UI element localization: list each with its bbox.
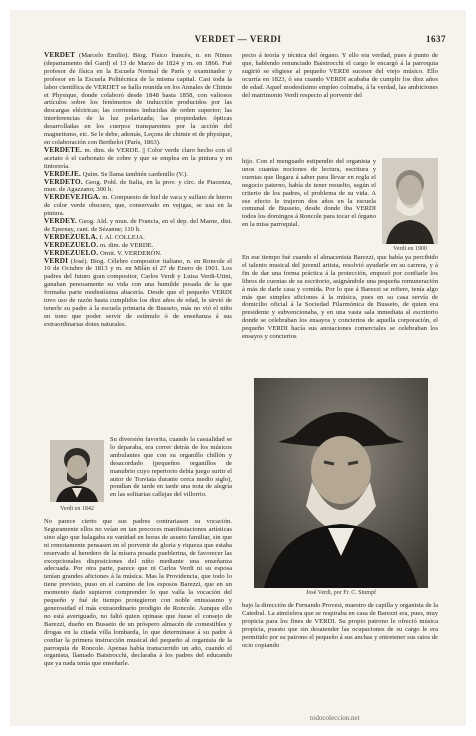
headword: VERDEVEJIGA. [44, 193, 101, 202]
entry-verdevejiga [44, 194, 232, 218]
headword: VERDEY. [44, 217, 77, 226]
headword: VERDETE. [44, 145, 83, 154]
caption-portrait: José Verdi, por Fr. C. Stumpf [306, 590, 376, 596]
entry-body: Geog. Pobl. de Italia, en la prov. y circ. de Piacenza, mun. de Agazzano; 300 h. [44, 178, 232, 194]
headword: VERDET [44, 52, 76, 59]
left-wrap-text: Su diversión favorita, cuando la casualidad se lo deparaba, era correr detrás de los músicos ambulantes que con su organillo chillón y desacordado (pequeños organillos de manubrio cuyo repertorio debía juego surtir el autor de Traviata durante cerca medio siglo), pondían de tarde en tarde una nota de alegría en las solitarias callejas del villorrio. [110, 436, 232, 499]
right-top-text: pecto á teoría y técnica del órgano. Y ello era verdad, pues á punto de que, habiendo renunciado Baistrocchi el cargo le encargó á la parroquia sugirió se eligiese al pequeño VERDI sucesor del viejo músico. Ello ocurría en 1823, ó sea cuando VERDI acababa de cumplir los diez años de edad. Aquel modestísimo empleo colmaba, á la verdad, las ambiciones del matrimonio Verdi respecto al porvenir del [242, 52, 438, 99]
verdi-1842-photo [50, 440, 104, 502]
entry-verdet [44, 52, 232, 147]
headword: VERDEZUELO. [44, 248, 99, 257]
watermark: todocoleccion.net [310, 714, 360, 722]
entry-body: Biog. Célebre compositor italiano, n. en Roncole el 10 de Octubre de 1813 y m. en Milán el 27 de Enero de 1901. Los padres del futuro gran compositor, Carlos Verdi y Luisa Verdi-Utini, ganaban penosamente su vida con una humilde posada de la que formaba parte modestísima abacería. Desde que el pequeño VERDI tuvo uso de razón hasta cumplidos los diez años de edad, le sirvió de tenerle su padre á la escuela primaria de Busseto, más no vió el niño en tono que poder servir de estímulo ó de enseñanza á sus extraordinarias dotes naturales. [44, 257, 232, 328]
entry-name: (Marcelo Emilio). [75, 52, 133, 59]
entry-body: m. Compuesto de hiel de vaca y sulfato de hierro de color verde obscuro, que, conservado en vejigas, se usa en la pintura. [44, 194, 232, 218]
entry-body: Ornit. V. VERDERÓN. [98, 249, 162, 257]
right-bottom-text: bajo la dirección de Fernando Provesi, maestro de capilla y organista de la Catedral. La atmósfera que se respiraba en casa de Barezzi era, pues, muy propicia para los fines de VERDI. Su propio patrono le ofreció música propicia, puesto que sin desatender las ocupaciones de su cargo le era permitido por su patrono el pequeño á sus anchas y entretener sus ratos de ocio copiando [242, 602, 438, 649]
entry-verdete [44, 147, 232, 171]
entry-body: Quím. Se llama también cardenillo (V.). [80, 170, 188, 178]
entry-verdi [44, 258, 232, 329]
headword: VERDEZUELA. [44, 232, 98, 241]
caption-1842: Verdi en 1842 [60, 506, 94, 512]
entry-verdezuelo-ornit [44, 250, 232, 258]
encyclopedia-page [10, 10, 466, 726]
header-title: VERDET — VERDI [194, 34, 282, 44]
verdi-portrait-painting [254, 378, 428, 588]
caption-1900: Verdi en 1900 [393, 246, 427, 252]
entry-name: (José). [68, 257, 91, 265]
left-column-text [44, 52, 232, 436]
entry-verdeto [44, 179, 232, 195]
entry-body: f. Al. COLLEJA. [97, 233, 145, 241]
page-header [10, 34, 466, 46]
headword: VERDETO. [44, 177, 83, 186]
verdi-1900-photo [382, 158, 438, 244]
entry-body: Biog. Físico francés, n. en Nimes (departamento del Gard) el 13 de Marzo de 1824 y m. en 1866. Fué profesor de física en la Escuela Normal de París y examinador y profesor en la Escuela Politécnica de la misma capital. Casi toda la labor científica de VERDET se halla reunida en los Annales de Chimie et Physique, donde colaboró desde 1848 hasta 1858, con valiosos artículos sobre los fenómenos de inducción producidos por las descargas eléctricas; las corrientes inducidas de orden superior; las interferencias de la luz polarizada; las propiedades ópticas desarrolladas en los cuerpos transparentes por la acción del magnetismo, etc. Se le debe, además, Leçons de chimie et de physique, en colaboración con Berthelot (París, 1863). [44, 52, 232, 146]
headword: VERDEZUELO. [44, 240, 99, 249]
left-bottom-text: No parece cierto que sus padres contrariasen su vocación. Seguramente ellos no veían en tan precoces manifestaciones artísticas sino algo que halagaba su vanidad en horas de asueto familiar, sin que ni remotamente pensasen en el porvenir de gloria y riqueza que estaba reservado al heredero de la mísera posada pueblerina, de favorecer las excepcionales disposiciones del niño mediante una enseñanza adecuada. Por otra parte, parece que ni Carlos Verdi ni su esposa tenían grandes aficiones á la música. Mas la Providencia, que todo lo tiene previsto, puso en el camino de los esposos Barezzi, que en un momento dado supieron comprender lo que valía la vocación del pequeño y fué de tiempo protegieron con noble entusiasmo y generosidad el más extraordinario prodigio de Roncole. Aunque ello no está averiguado, no faltó quien opinase que fuese el consejo de Barezzi, dueño en Busseto de un próspero almacén de comestibles y drogas en la citada villa lombarda, lo que determinase á su padre á confiar la primera instrucción musical del pequeño al organista de la parroquia de Roncole. Apenas había transcurrido un año, cuando el organista, llamado Baistrocchi, declaraba á los padres del educando que ya nada tenía que enseñarle. [44, 518, 232, 668]
right-mid-text: En ese tiempo fué cuando el almacenista Barezzi, que había ya percibido el talento musical del juvenil artista, resolvió ayudarle en su carrera, y á fin de dar una forma práctica á la protección, empezó por confiarle los libros de cuentas de su escritorio, asignándole una pequeña remuneración á más de darle casa y comida. Por lo que á Barezzi se refiere, tenía algo más que simples aficiones á la música, pues en su casa servía de domicilio oficial á la Sociedad Filarmónica de Busseto, de quien era presidente y subvencionaba, y en una vasta sala inmediata al escritorio donde se celebraban los ensayos y conciertos de aquella corporación, el pequeño VERDI hacía sus anotaciones comerciales se celebraban los ensayos y conciertos [242, 254, 438, 341]
entry-body: m. dim. de VERDE. || Color verde claro hecho con el acetato ó el carbonato de cobre y que se emplea en la pintura y en tintorería. [44, 146, 232, 170]
entry-body: Geog. Ald. y mun. de Francia, en el dep. del Marne, dist. de Epernay, cant. de Sézanne; 110 h. [44, 218, 232, 233]
right-narrow-text: hijo. Con el menguado estipendio del organista y unos cuantas nociones de lectura, escritura y cuentas que llegara á saber para llevar en regla el negocio paterno, había de tener resuelto, según el criterio de los padres, el problema de su vida. A ese efecto le trujeron dos años en la escuela comunal de Busseto, desde donde iba VERDI todos los domingos á Roncole para tocar el órgano en la misa parroquial. [242, 158, 376, 229]
entry-body: m. dim. de VERDE. [98, 241, 154, 249]
headword: VERDEJE. [44, 169, 81, 178]
page-number: 1637 [426, 34, 446, 44]
entry-verdey [44, 218, 232, 234]
headword: VERDI [44, 256, 69, 265]
